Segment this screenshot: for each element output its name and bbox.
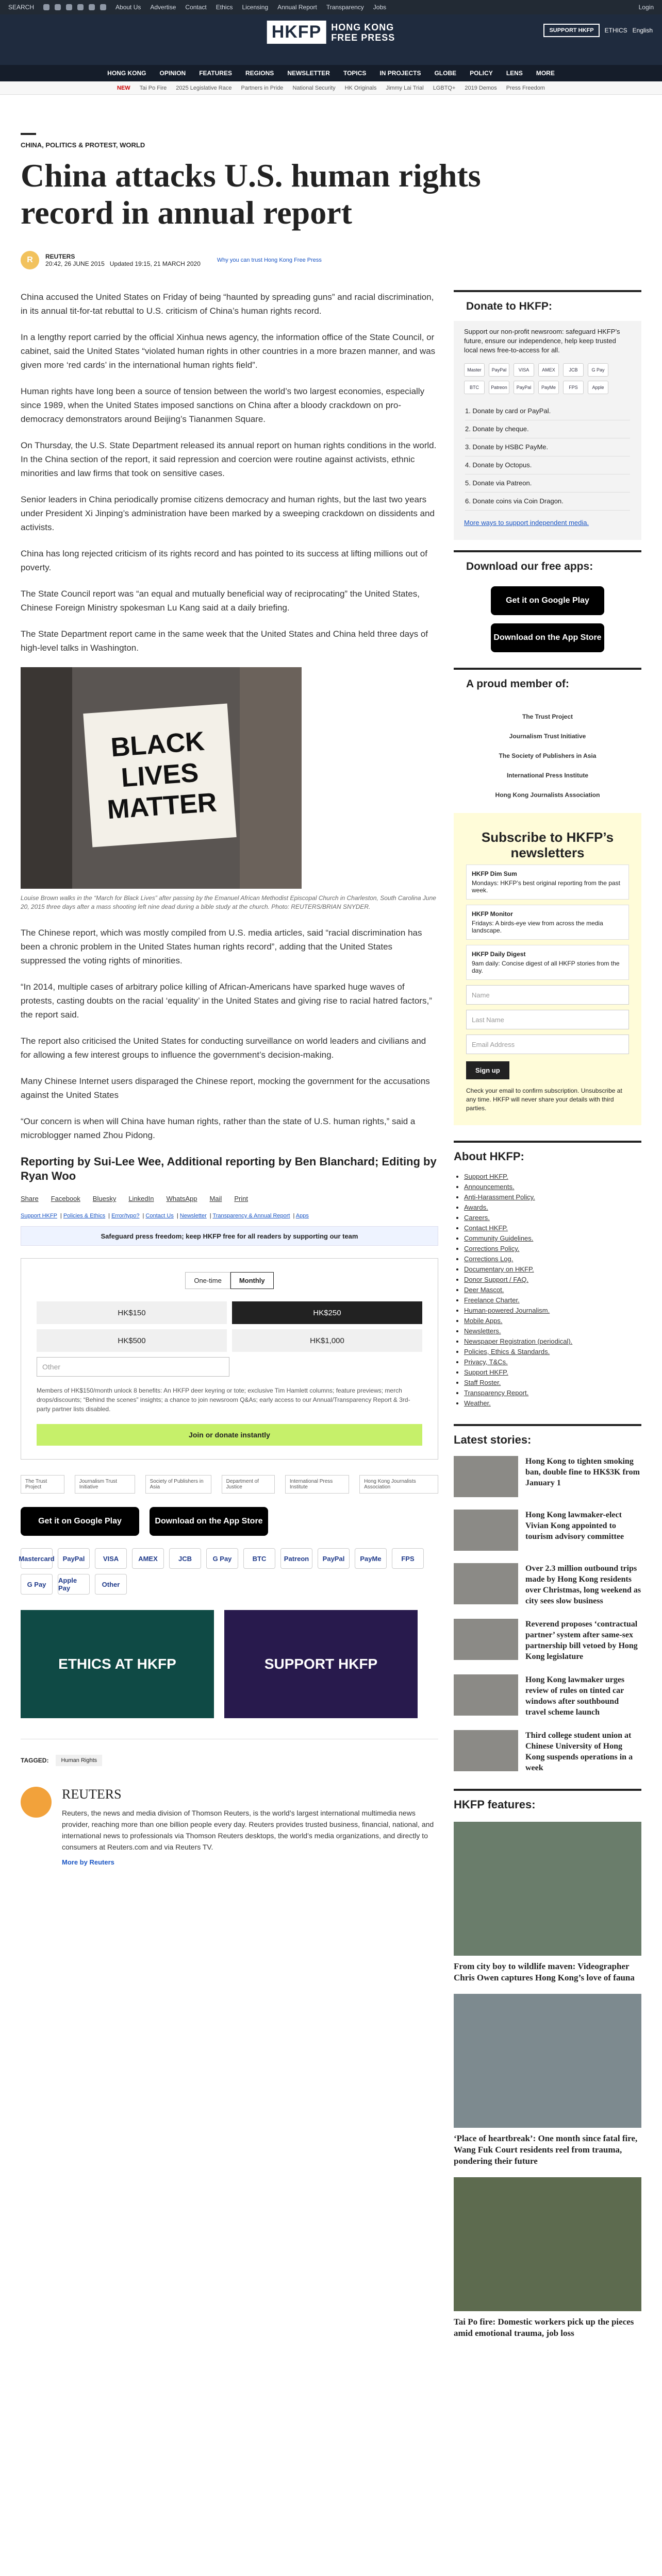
paragraph: On Thursday, the U.S. State Department released its annual report on human rights conditions in the world. In the China section of the report, it said repression and coercion were routine against activists, ethnic minorities and law firms that took on sensitive cases.: [21, 440, 437, 478]
trending-link[interactable]: Partners in Pride: [241, 84, 284, 91]
about-link[interactable]: Donor Support / FAQ.: [464, 1276, 529, 1283]
promo-banners: [21, 1610, 438, 1718]
newsletter-note: Check your email to confirm subscription. Unsubscribe at any time. HKFP will never share your details with third parties.: [466, 1087, 622, 1112]
latest-heading: Latest stories:: [454, 1424, 641, 1447]
trending-link[interactable]: HK Originals: [344, 84, 377, 91]
story-title[interactable]: Hong Kong to tighten smoking ban, double fine to HK$3K from January 1: [525, 1457, 640, 1487]
tagged-label: TAGGED:: [21, 1757, 49, 1764]
story-item[interactable]: [454, 1563, 641, 1606]
social-icons: [43, 4, 106, 10]
top-link[interactable]: Contact: [185, 4, 207, 11]
trending-link[interactable]: Tai Po Fire: [139, 84, 167, 91]
payment-logo: G Pay: [206, 1548, 238, 1569]
footer-link[interactable]: Policies & Ethics: [63, 1213, 106, 1219]
article-body: [21, 290, 438, 2339]
press-freedom-banner[interactable]: Safeguard press freedom; keep HKFP free for all readers by supporting our team: [21, 1226, 438, 1246]
about-link[interactable]: Newspaper Registration (periodical).: [464, 1337, 573, 1345]
other-amount-input[interactable]: Other: [37, 1357, 229, 1377]
paragraph: Senior leaders in China periodically promise citizens democracy and human rights, but the last two years under President Xi Jinping’s administration have been marked by a sweeping crackdown on dissidents and activists.: [21, 495, 435, 532]
about-link[interactable]: Human-powered Journalism.: [464, 1307, 550, 1314]
about-link[interactable]: Mobile Apps.: [464, 1317, 503, 1325]
card-logo: AMEX: [538, 363, 559, 377]
donate-options: [454, 399, 641, 514]
feature-image[interactable]: [454, 2177, 641, 2311]
updated-date: Updated 19:15, 21 MARCH 2020: [109, 260, 201, 267]
payment-logo: AMEX: [132, 1548, 164, 1569]
new-badge: NEW: [117, 84, 130, 91]
about-link[interactable]: Newsletters.: [464, 1327, 501, 1335]
amount-option[interactable]: HK$500: [37, 1329, 227, 1352]
feature-title[interactable]: From city boy to wildlife maven: Videographer Chris Owen captures Hong Kong’s love of fauna: [454, 1961, 635, 1982]
about-link[interactable]: Announcements.: [464, 1183, 515, 1191]
card-logo: BTC: [464, 381, 485, 394]
nav-item[interactable]: HONG KONG: [107, 70, 146, 77]
card-logo: Apple: [588, 381, 608, 394]
payment-methods: [21, 1548, 438, 1595]
membership-benefits: Members of HK$150/month unlock 8 benefits: An HKFP deer keyring or tote; exclusive Tim Hamlett columns; feature previews; merch drops/discounts; “Behind the scenes” insights; a chance to join newsroom Q&As; early access to our Annual/Transparency Report & 3rd-party partner lists disabled.: [37, 1387, 410, 1413]
nav-item[interactable]: NEWSLETTER: [287, 70, 330, 77]
protest-sign: BLACK LIVES MATTER: [83, 704, 236, 848]
name-input[interactable]: Name: [466, 985, 629, 1005]
trust-link[interactable]: Why you can trust Hong Kong Free Press: [217, 257, 322, 263]
about-link[interactable]: Weather.: [464, 1399, 491, 1407]
feature-title[interactable]: ‘Place of heartbreak’: One month since fatal fire, Wang Fuk Court residents reel from trauma, pondering their future: [454, 2133, 638, 2166]
about-widget: [454, 1141, 641, 1409]
masthead: [0, 14, 662, 65]
author-box-name[interactable]: REUTERS: [62, 1787, 122, 1802]
newsletter-desc: Fridays: A birds-eye view from across the media landscape.: [472, 920, 603, 934]
donation-box: [21, 1258, 438, 1460]
app-store-badge[interactable]: Download on the App Store: [491, 623, 604, 652]
kicker-rule: [21, 133, 145, 149]
paragraph: The State Council report was “an equal and mutually beneficial way of reciprocating” the United States, Chinese Foreign Ministry spokesman Lu Kang said at a daily briefing.: [21, 589, 420, 613]
newsletter-title: Subscribe to HKFP’s newsletters: [481, 829, 614, 860]
publish-date: 20:42, 26 JUNE 2015: [45, 260, 105, 267]
trending-link[interactable]: 2019 Demos: [465, 84, 497, 91]
card-logo: Master: [464, 363, 485, 377]
paragraph: The Chinese report, which was mostly compiled from U.S. media articles, said “racial discrimination has been a chronic problem in the United States human rights record”, adding that the United States suppressed the voting rights of minorities.: [21, 928, 422, 965]
member-logo[interactable]: The Society of Publishers in Asia: [499, 752, 597, 759]
newsletter-desc: 9am daily: Concise digest of all HKFP stories from the day.: [472, 960, 620, 974]
story-item[interactable]: [454, 1730, 641, 1773]
member-list: [454, 699, 641, 813]
share-facebook[interactable]: Facebook: [51, 1195, 80, 1202]
card-logo: PayMe: [538, 381, 559, 394]
ethics-promo[interactable]: ETHICS AT HKFP: [21, 1610, 214, 1718]
article-title: China attacks U.S. human rights record in annual report: [21, 157, 481, 231]
paragraph: Many Chinese Internet users disparaged the Chinese report, mocking the government for the accusations against the United States: [21, 1076, 430, 1100]
instagram-icon[interactable]: [66, 4, 72, 10]
tags-row: [21, 1739, 438, 1766]
author-box: [21, 1787, 438, 1867]
nav-item[interactable]: MORE: [536, 70, 555, 77]
nav-item[interactable]: REGIONS: [245, 70, 274, 77]
hkfp-logo[interactable]: [267, 21, 395, 44]
story-item[interactable]: [454, 1619, 641, 1662]
share-bluesky[interactable]: Bluesky: [92, 1195, 117, 1202]
newsletter-name: HKFP Monitor: [472, 910, 513, 918]
amount-option[interactable]: HK$150: [37, 1301, 227, 1324]
google-play-badge[interactable]: Get it on Google Play: [491, 586, 604, 615]
paragraph: China accused the United States on Friday of being “haunted by spreading guns” and racial discrimination, in its annual tit-for-tat rebuttal to U.S. criticism of China’s human rights record.: [21, 292, 434, 316]
amount-option-selected[interactable]: HK$250: [232, 1301, 422, 1324]
payment-logo: PayPal: [58, 1548, 90, 1569]
monthly-tab[interactable]: Monthly: [230, 1272, 274, 1289]
author-avatar: R: [21, 251, 39, 269]
story-thumbnail: [454, 1456, 518, 1497]
trending-link[interactable]: Jimmy Lai Trial: [386, 84, 424, 91]
story-title[interactable]: Hong Kong lawmaker urges review of rules on tinted car windows after southbound travel scheme launch: [525, 1675, 625, 1717]
nav-item[interactable]: IN PROJECTS: [379, 70, 421, 77]
story-thumbnail: [454, 1619, 518, 1660]
youtube-icon[interactable]: [89, 4, 95, 10]
nav-item[interactable]: FEATURES: [199, 70, 232, 77]
member-logo[interactable]: Department of Justice: [222, 1475, 275, 1494]
donate-option[interactable]: 2. Donate by cheque.: [465, 420, 630, 438]
share-mail[interactable]: Mail: [209, 1195, 222, 1202]
donate-option[interactable]: 3. Donate by HSBC PayMe.: [465, 438, 630, 456]
donate-option[interactable]: 5. Donate via Patreon.: [465, 474, 630, 493]
app-store-badge[interactable]: Download on the App Store: [150, 1507, 268, 1536]
nav-item[interactable]: OPINION: [159, 70, 186, 77]
newsletter-option[interactable]: [466, 905, 629, 940]
nav-item[interactable]: GLOBE: [434, 70, 457, 77]
about-link[interactable]: Awards.: [464, 1204, 488, 1211]
nav-item[interactable]: POLICY: [470, 70, 493, 77]
about-link[interactable]: Anti-Harassment Policy.: [464, 1193, 535, 1201]
trending-link[interactable]: LGBTQ+: [433, 84, 456, 91]
apps-heading: Download our free apps:: [454, 550, 641, 581]
paragraph: In a lengthy report carried by the official Xinhua news agency, the information office of the State Council, or cabinet, said the United States “violated human rights in other countries in a more brazen manner, and was given more ‘red cards’ in the international human rights field”.: [21, 332, 436, 370]
about-link[interactable]: Documentary on HKFP.: [464, 1265, 534, 1273]
about-link[interactable]: Corrections Policy.: [464, 1245, 520, 1252]
story-title[interactable]: Third college student union at Chinese University of Hong Kong suspends operations in a week: [525, 1731, 633, 1772]
top-link[interactable]: About Us: [115, 4, 141, 11]
top-link[interactable]: Transparency: [326, 4, 364, 11]
author-name[interactable]: REUTERS: [45, 253, 75, 260]
features-heading: HKFP features:: [454, 1789, 641, 1811]
feature-image[interactable]: [454, 1994, 641, 2128]
more-ways-link[interactable]: More ways to support independent media.: [464, 519, 589, 527]
about-link[interactable]: Staff Roster.: [464, 1379, 501, 1386]
share-print[interactable]: Print: [234, 1195, 249, 1202]
card-logo: G Pay: [588, 363, 608, 377]
logo-box: HKFP: [267, 21, 326, 44]
facebook-icon[interactable]: [43, 4, 49, 10]
payment-logo: PayPal: [318, 1548, 350, 1569]
paragraph: “In 2014, multiple cases of arbitrary police killing of African-Americans have sparked huge waves of protests, casting doubts on the racial ‘equality’ in the United States and giving rise to racial hatred factors,” the report said.: [21, 982, 432, 1020]
donate-option[interactable]: 6. Donate coins via Coin Dragon.: [465, 493, 630, 511]
footer-link[interactable]: Contact Us: [145, 1213, 174, 1219]
member-logo[interactable]: The Trust Project: [522, 713, 573, 720]
login-link[interactable]: Login: [638, 4, 654, 11]
story-item[interactable]: [454, 1456, 641, 1497]
payment-logo: VISA: [95, 1548, 127, 1569]
about-link[interactable]: Support HKFP.: [464, 1368, 508, 1376]
about-link[interactable]: Contact HKFP.: [464, 1224, 508, 1232]
feature-image[interactable]: [454, 1822, 641, 1956]
footer-links: Support HKFP | Policies & Ethics | Error/typo? | Contact Us | Newsletter | Transparency & Annual Report | Apps: [21, 1213, 309, 1219]
byline-text: [45, 253, 201, 267]
top-link[interactable]: Licensing: [242, 4, 269, 11]
paragraph: China has long rejected criticism of its rights record and has pointed to its success at lifting millions out of poverty.: [21, 549, 427, 572]
sidebar: [454, 290, 641, 2339]
columns: [21, 290, 641, 2339]
about-links: [454, 1172, 641, 1409]
about-link[interactable]: Support HKFP.: [464, 1173, 508, 1180]
reporting-credits: Reporting by Sui-Lee Wee, Additional reporting by Ben Blanchard; Editing by Ryan Woo: [21, 1155, 437, 1182]
newsletter-widget: [454, 813, 641, 1125]
paragraph: The report also criticised the United States for conducting surveillance on world leaders and civilians and for allowing a few interest groups to influence the government’s decision-making.: [21, 1036, 426, 1060]
article-category[interactable]: CHINA, POLITICS & PROTEST, WORLD: [21, 141, 145, 149]
card-logo: PayPal: [514, 381, 534, 394]
about-link[interactable]: Transparency Report.: [464, 1389, 529, 1397]
app-badges: [21, 1507, 438, 1536]
top-link[interactable]: Jobs: [373, 4, 387, 11]
card-logo: PayPal: [489, 363, 509, 377]
footer-link[interactable]: Error/typo?: [111, 1213, 140, 1219]
support-promo[interactable]: SUPPORT HKFP: [224, 1610, 418, 1718]
about-link[interactable]: Community Guidelines.: [464, 1234, 534, 1242]
footer-link[interactable]: Transparency & Annual Report: [212, 1213, 290, 1219]
member-logo[interactable]: Society of Publishers in Asia: [145, 1475, 211, 1494]
article-wrap: [21, 133, 641, 2339]
payment-logo: PayMe: [355, 1548, 387, 1569]
newsletter-option[interactable]: [466, 945, 629, 980]
about-link[interactable]: Corrections Log.: [464, 1255, 514, 1263]
top-link[interactable]: Ethics: [216, 4, 233, 11]
feature-title[interactable]: Tai Po fire: Domestic workers pick up the pieces amid emotional trauma, job loss: [454, 2317, 634, 2338]
member-logo[interactable]: The Trust Project: [21, 1475, 64, 1494]
member-heading: A proud member of:: [454, 668, 641, 699]
payment-logo: Patreon: [280, 1548, 312, 1569]
reuters-logo: [21, 1787, 52, 1818]
sidebar-app-badges: [454, 581, 641, 657]
newsletter-desc: Mondays: HKFP’s best original reporting from the past week.: [472, 879, 620, 894]
top-utility-bar: [0, 0, 662, 14]
amount-option[interactable]: HK$1,000: [232, 1329, 422, 1352]
card-logos: [454, 358, 641, 399]
story-title[interactable]: Reverend proposes ‘contractual partner’ system after same-sex partnership bill vetoed by Hong Kong legislature: [525, 1620, 638, 1661]
footer-link[interactable]: Newsletter: [179, 1213, 207, 1219]
payment-logo: Apple Pay: [58, 1574, 90, 1595]
article-photo: [21, 667, 302, 889]
trending-bar: [0, 81, 662, 95]
last-name-input[interactable]: Last Name: [466, 1010, 629, 1029]
donate-widget: [454, 290, 641, 540]
google-play-badge[interactable]: Get it on Google Play: [21, 1507, 139, 1536]
card-logo: FPS: [563, 381, 584, 394]
payment-logo: Mastercard: [21, 1548, 53, 1569]
linkedin-icon[interactable]: [100, 4, 106, 10]
about-link[interactable]: Policies, Ethics & Standards.: [464, 1348, 550, 1355]
payment-logo: G Pay: [21, 1574, 53, 1595]
latest-stories: [454, 1424, 641, 1773]
payment-logo: FPS: [392, 1548, 424, 1569]
member-logo[interactable]: Journalism Trust Initiative: [509, 733, 586, 740]
payment-logo: Other: [95, 1574, 127, 1595]
footer-link[interactable]: Apps: [295, 1213, 309, 1219]
top-link[interactable]: Annual Report: [277, 4, 317, 11]
member-logo[interactable]: International Press Institute: [285, 1475, 349, 1494]
trending-link[interactable]: 2025 Legislative Race: [176, 84, 232, 91]
donate-text: Support our non-profit newsroom: safeguard HKFP’s future, ensure our independence, help keep trusted local news free-to-access for all.: [464, 328, 620, 354]
paragraph: The State Department report came in the same week that the United States and China held three days of high-level talks in Washington.: [21, 629, 428, 653]
trending-link[interactable]: National Security: [292, 84, 336, 91]
language-select[interactable]: English: [632, 27, 653, 34]
payment-logo: BTC: [243, 1548, 275, 1569]
donate-heading: Donate to HKFP:: [454, 290, 641, 321]
newsletter-name: HKFP Dim Sum: [472, 870, 517, 877]
membership-logos: [21, 1475, 438, 1494]
signup-button[interactable]: Sign up: [466, 1061, 509, 1079]
logo-text: HONG KONG FREE PRESS: [331, 22, 395, 43]
share-whatsapp[interactable]: WhatsApp: [166, 1195, 197, 1202]
newsletter-option[interactable]: [466, 865, 629, 900]
join-button[interactable]: Join or donate instantly: [37, 1424, 422, 1446]
email-input[interactable]: Email Address: [466, 1035, 629, 1054]
support-hkfp-button[interactable]: SUPPORT HKFP: [543, 24, 599, 37]
one-time-tab[interactable]: One-time: [185, 1272, 230, 1289]
photo-caption: Louise Brown walks in the “March for Black Lives” after passing by the Emanuel African Methodist Episcopal Church in Charleston, South Carolina June 20, 2015 three days after a mass shooting left nine dead during a bible study at the church. Photo: REUTERS/BRIAN SNYDER.: [21, 894, 436, 910]
ethics-link[interactable]: ETHICS: [604, 27, 627, 34]
features-widget: [454, 1789, 641, 2339]
story-thumbnail: [454, 1730, 518, 1771]
donate-option[interactable]: 1. Donate by card or PayPal.: [465, 402, 630, 420]
paragraph: Human rights have long been a source of tension between the world’s two largest economies, especially since 1989, when the United States imposed sanctions on China after a bloody crackdown on pro-democracy demonstrators around Beijing’s Tiananmen Square.: [21, 386, 425, 424]
story-item[interactable]: [454, 1674, 641, 1718]
share-linkedin[interactable]: LinkedIn: [128, 1195, 154, 1202]
x-icon[interactable]: [55, 4, 61, 10]
more-by-link[interactable]: More by Reuters: [62, 1858, 114, 1866]
story-item[interactable]: [454, 1510, 641, 1551]
nav-item[interactable]: LENS: [506, 70, 523, 77]
tag-chip[interactable]: Human Rights: [56, 1755, 102, 1766]
main-nav: [0, 65, 662, 81]
frequency-toggle: [37, 1272, 422, 1289]
masthead-actions: [543, 24, 653, 37]
card-logo: JCB: [563, 363, 584, 377]
donate-option[interactable]: 4. Donate by Octopus.: [465, 456, 630, 474]
author-bio: Reuters, the news and media division of Thomson Reuters, is the world’s largest international multimedia news provider, reaching more than one billion people every day. Reuters provides trusted business, financial, national, and international news to professionals via Thomson Reuters desktops, the world’s media organizations, and directly to consumers at Reuters.com and via Reuters TV.: [62, 1809, 434, 1851]
card-logo: VISA: [514, 363, 534, 377]
story-thumbnail: [454, 1563, 518, 1604]
paragraph: “Our concern is when will China have human rights, rather than the state of U.S. human rights,” said a microblogger named Zhou Pidong.: [21, 1116, 416, 1140]
story-thumbnail: [454, 1510, 518, 1551]
share-bar: [21, 1195, 438, 1202]
newsletter-name: HKFP Daily Digest: [472, 951, 526, 958]
search-button[interactable]: SEARCH: [8, 4, 35, 11]
member-logo[interactable]: Hong Kong Journalists Association: [495, 791, 600, 799]
member-logo[interactable]: International Press Institute: [506, 772, 589, 779]
footer-link[interactable]: Support HKFP: [21, 1213, 57, 1219]
story-thumbnail: [454, 1674, 518, 1716]
about-heading: About HKFP:: [454, 1141, 641, 1163]
about-link[interactable]: Deer Mascot.: [464, 1286, 504, 1294]
trending-link[interactable]: Press Freedom: [506, 84, 545, 91]
story-title[interactable]: Hong Kong lawmaker-elect Vivian Kong appointed to tourism advisory committee: [525, 1511, 624, 1541]
share-link[interactable]: Share: [21, 1195, 39, 1202]
about-link[interactable]: Careers.: [464, 1214, 490, 1222]
member-logo[interactable]: Hong Kong Journalists Association: [359, 1475, 438, 1494]
byline: [21, 251, 641, 269]
story-title[interactable]: Over 2.3 million outbound trips made by Hong Kong residents over Christmas, long weekend as city sees slow business: [525, 1564, 641, 1605]
about-link[interactable]: Privacy, T&Cs.: [464, 1358, 508, 1366]
card-logo: Patreon: [489, 381, 509, 394]
top-link[interactable]: Advertise: [150, 4, 176, 11]
about-link[interactable]: Freelance Charter.: [464, 1296, 520, 1304]
member-logo[interactable]: Journalism Trust Initiative: [75, 1475, 135, 1494]
payment-logo: JCB: [169, 1548, 201, 1569]
amount-options: [37, 1301, 422, 1352]
threads-icon[interactable]: [77, 4, 84, 10]
nav-item[interactable]: TOPICS: [343, 70, 367, 77]
